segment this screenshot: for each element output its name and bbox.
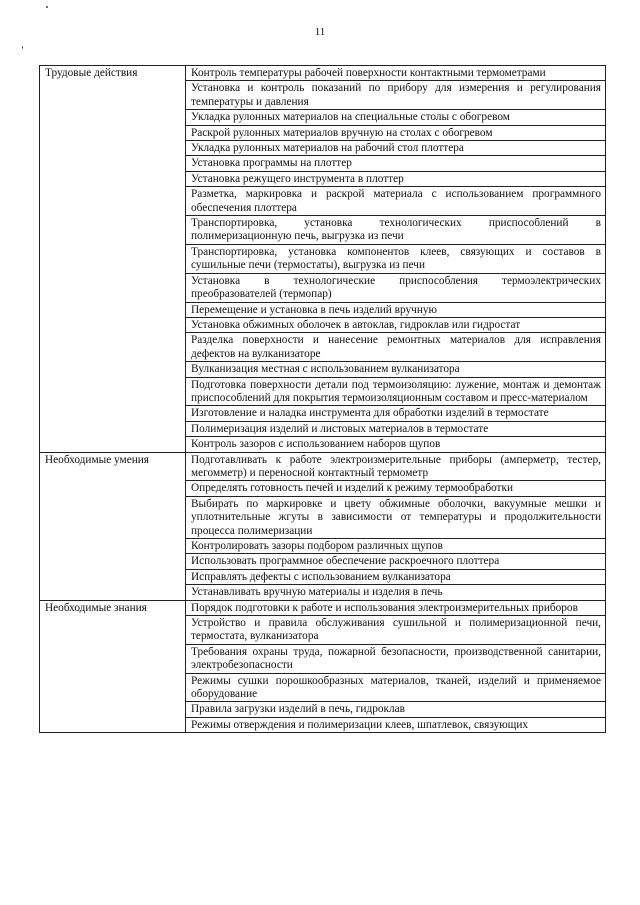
table-row xyxy=(40,452,606,481)
section-item: Использовать программное обеспечение раскроечного плоттера xyxy=(186,554,606,569)
section-item: Транспортировка, установка технологических приспособлений в полимеризационную печь, выгрузка из печи xyxy=(186,216,606,245)
section-item: Определять готовность печей и изделий к режиму термообработки xyxy=(186,481,606,496)
section-item: Контроль температуры рабочей поверхности контактными термометрами xyxy=(186,66,606,81)
section-item: Порядок подготовки к работе и использования электроизмерительных приборов xyxy=(186,600,606,615)
section-item: Устанавливать вручную материалы и изделия в печь xyxy=(186,585,606,600)
section-item: Транспортировка, установка компонентов клеев, связующих и составов в сушильные печи (термостаты), выгрузка из печи xyxy=(186,244,606,273)
section-item: Укладка рулонных материалов на рабочий стол плоттера xyxy=(186,141,606,156)
table-row xyxy=(40,600,606,615)
scan-speck xyxy=(46,6,48,8)
section-item: Подготавливать к работе электроизмерительные приборы (амперметр, тестер, мегомметр) и переносной контактный термометр xyxy=(186,452,606,481)
section-item: Выбирать по маркировке и цвету обжимные оболочки, вакуумные мешки и уплотнительные жгуты в зависимости от температуры и продолжительности процесса полимеризации xyxy=(186,496,606,538)
section-title: Трудовые действия xyxy=(40,66,186,453)
section-item: Контроль зазоров с использованием наборов щупов xyxy=(186,437,606,452)
section-item: Контролировать зазоры подбором различных щупов xyxy=(186,539,606,554)
requirements-table-body xyxy=(40,66,606,733)
section-item: Правила загрузки изделий в печь, гидроклав xyxy=(186,702,606,717)
section-item: Установка программы на плоттер xyxy=(186,156,606,171)
section-item: Режимы отверждения и полимеризации клеев, шпатлевок, связующих xyxy=(186,717,606,732)
section-item: Полимеризация изделий и листовых материалов в термостате xyxy=(186,421,606,436)
page-number: 11 xyxy=(314,26,326,38)
section-item: Укладка рулонных материалов на специальные столы с обогревом xyxy=(186,110,606,125)
section-item: Устройство и правила обслуживания сушильной и полимеризационной печи, термостата, вулканизатора xyxy=(186,616,606,645)
requirements-table xyxy=(39,65,606,733)
section-item: Изготовление и наладка инструмента для обработки изделий в термостате xyxy=(186,406,606,421)
section-title: Необходимые умения xyxy=(40,452,186,600)
section-item: Подготовка поверхности детали под термоизоляцию: лужение, монтаж и демонтаж приспособлений для покрытия термоизоляционным составом и пресс-материалом xyxy=(186,377,606,406)
section-item: Установка режущего инструмента в плоттер xyxy=(186,171,606,186)
section-item: Установка обжимных оболочек в автоклав, гидроклав или гидростат xyxy=(186,317,606,332)
section-item: Режимы сушки порошкообразных материалов, тканей, изделий и применяемое оборудование xyxy=(186,673,606,702)
table-row xyxy=(40,66,606,81)
section-item: Установка и контроль показаний по прибору для измерения и регулирования температуры и давления xyxy=(186,81,606,110)
section-item: Вулканизация местная с использованием вулканизатора xyxy=(186,362,606,377)
section-item: Исправлять дефекты с использованием вулканизатора xyxy=(186,569,606,584)
section-item: Раскрой рулонных материалов вручную на столах с обогревом xyxy=(186,125,606,140)
scan-speck xyxy=(22,46,23,49)
section-item: Разделка поверхности и нанесение ремонтных материалов для исправления дефектов на вулканизаторе xyxy=(186,333,606,362)
section-item: Требования охраны труда, пожарной безопасности, производственной санитарии, электробезопасности xyxy=(186,644,606,673)
section-item: Перемещение и установка в печь изделий вручную xyxy=(186,302,606,317)
section-title: Необходимые знания xyxy=(40,600,186,733)
section-item: Разметка, маркировка и раскрой материала с использованием программного обеспечения плоттера xyxy=(186,187,606,216)
section-item: Установка в технологические приспособления термоэлектрических преобразователей (термопар) xyxy=(186,273,606,302)
